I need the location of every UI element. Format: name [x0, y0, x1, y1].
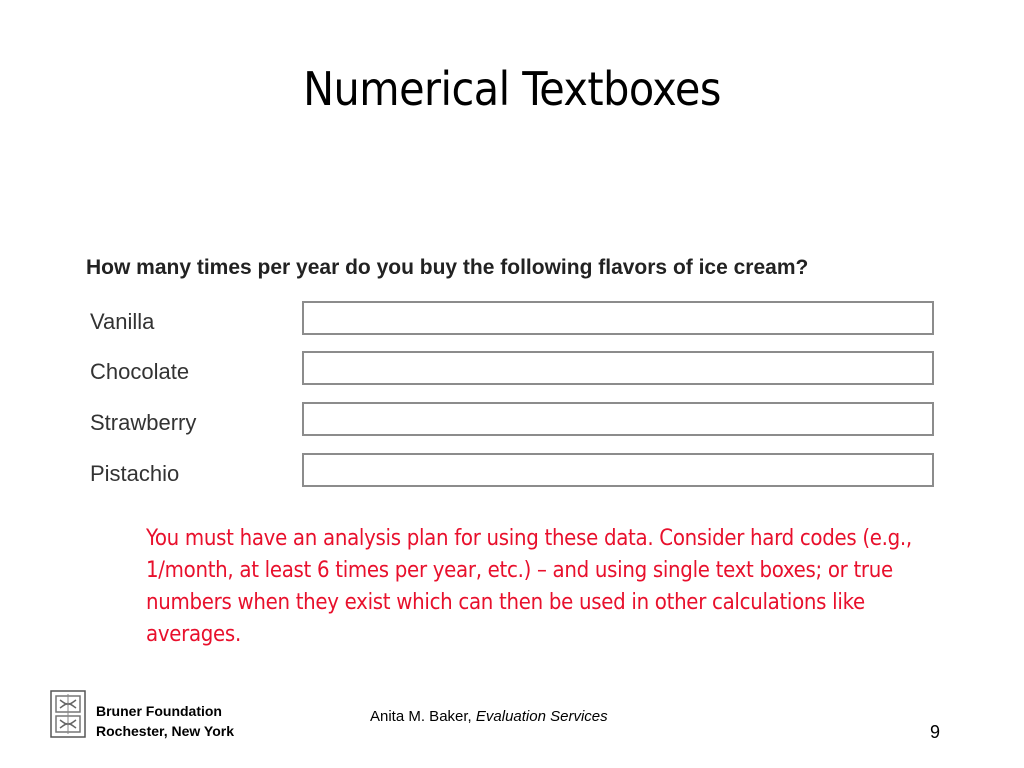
survey-row-pistachio — [80, 453, 950, 493]
row-label-pistachio: Pistachio — [90, 461, 180, 486]
footer-author-name: Anita M. Baker, — [370, 708, 472, 725]
vanilla-textbox[interactable] — [302, 301, 934, 335]
footer-organization — [96, 701, 234, 741]
footer-org-name: Bruner Foundation — [96, 703, 222, 719]
survey-row-chocolate — [80, 351, 950, 391]
chocolate-textbox[interactable] — [302, 351, 934, 385]
survey-question-block — [80, 248, 950, 498]
bruner-foundation-logo-icon — [50, 690, 86, 738]
row-label-strawberry: Strawberry — [90, 410, 197, 435]
survey-row-strawberry — [80, 402, 950, 442]
survey-question: How many times per year do you buy the following flavors of ice cream? — [86, 256, 809, 279]
analysis-plan-note: You must have an analysis plan for using these data. Consider hard codes (e.g., 1/month, at least 6 times per year, etc.) – and using single text boxes; or true numbers when they exist which can then be used in other calculations like averages. — [146, 526, 912, 647]
page-number: 9 — [930, 722, 941, 742]
footer-author-org: Evaluation Services — [475, 708, 608, 725]
survey-row-vanilla — [80, 301, 950, 341]
footer-org-location: Rochester, New York — [96, 723, 234, 739]
strawberry-textbox[interactable] — [302, 402, 934, 436]
footer-author — [370, 708, 608, 725]
slide-title: Numerical Textboxes — [303, 62, 721, 116]
row-label-chocolate: Chocolate — [90, 359, 190, 384]
row-label-vanilla: Vanilla — [90, 309, 155, 334]
pistachio-textbox[interactable] — [302, 453, 934, 487]
